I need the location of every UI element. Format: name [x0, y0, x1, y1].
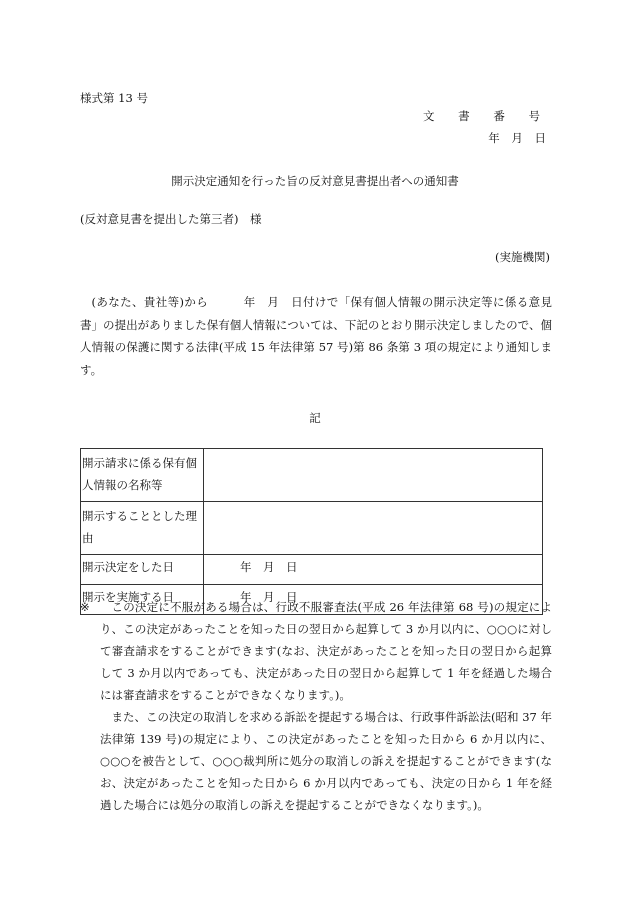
- row-value: [204, 502, 543, 555]
- addressee: (反対意見書を提出した第三者) 様: [80, 212, 262, 226]
- form-number: 様式第 13 号: [80, 91, 148, 105]
- table-row: [81, 449, 543, 502]
- table-row: [81, 502, 543, 555]
- disclosure-table: [80, 448, 543, 615]
- implementing-organization: (実施機関): [495, 250, 550, 264]
- body-paragraph: [80, 291, 552, 381]
- row-value: [204, 449, 543, 502]
- notes: [80, 596, 552, 816]
- note-mark: ※: [80, 600, 90, 614]
- row-label: 開示を実施する日: [81, 585, 204, 615]
- table-row: [81, 555, 543, 585]
- row-label: 開示請求に係る保有個人情報の名称等: [81, 449, 204, 502]
- document-number: 文 書 番 号: [423, 109, 550, 123]
- note-text: [100, 596, 552, 816]
- ki-heading: 記: [309, 411, 321, 425]
- row-value: 年 月 日: [204, 585, 543, 615]
- note-paragraph-1: この決定に不服がある場合は、行政不服審査法(平成 26 年法律第 68 号)の規定により、この決定があったことを知った日の翌日から起算して 3 か月以内に、○○○に対して審査請求をすることができます(なお、決定があったことを知った日の翌日から起算して 3 か月以内であっても、決定があった日の翌日から起算して 1 年を経過した場合には審査請求をすることができなくなります。)。: [100, 600, 552, 702]
- row-value: 年 月 日: [204, 555, 543, 585]
- document-date: 年 月 日: [488, 131, 550, 145]
- note-paragraph-2: また、この決定の取消しを求める訴訟を提起する場合は、行政事件訴訟法(昭和 37 年法律第 139 号)の規定により、この決定があったことを知った日から 6 か月以内に、○○○を被告として、○○○裁判所に処分の取消しの訴えを提起することができます(なお、決定があったことを知った日から 6 か月以内であっても、決定の日から 1 年を経過した場合には処分の取消しの訴えを提起することができなくなります。)。: [100, 710, 552, 812]
- note-row: [80, 596, 552, 816]
- body-text: (あなた、貴社等)から 年 月 日付けで「保有個人情報の開示決定等に係る意見書」の提出がありました保有個人情報については、下記のとおり開示決定しましたので、個人情報の保護に関する法律(平成 15 年法律第 57 号)第 86 条第 3 項の規定により通知します。: [80, 295, 552, 377]
- document-title: 開示決定通知を行った旨の反対意見書提出者への通知書: [171, 174, 459, 188]
- row-label: 開示決定をした日: [81, 555, 204, 585]
- row-label: 開示することとした理由: [81, 502, 204, 555]
